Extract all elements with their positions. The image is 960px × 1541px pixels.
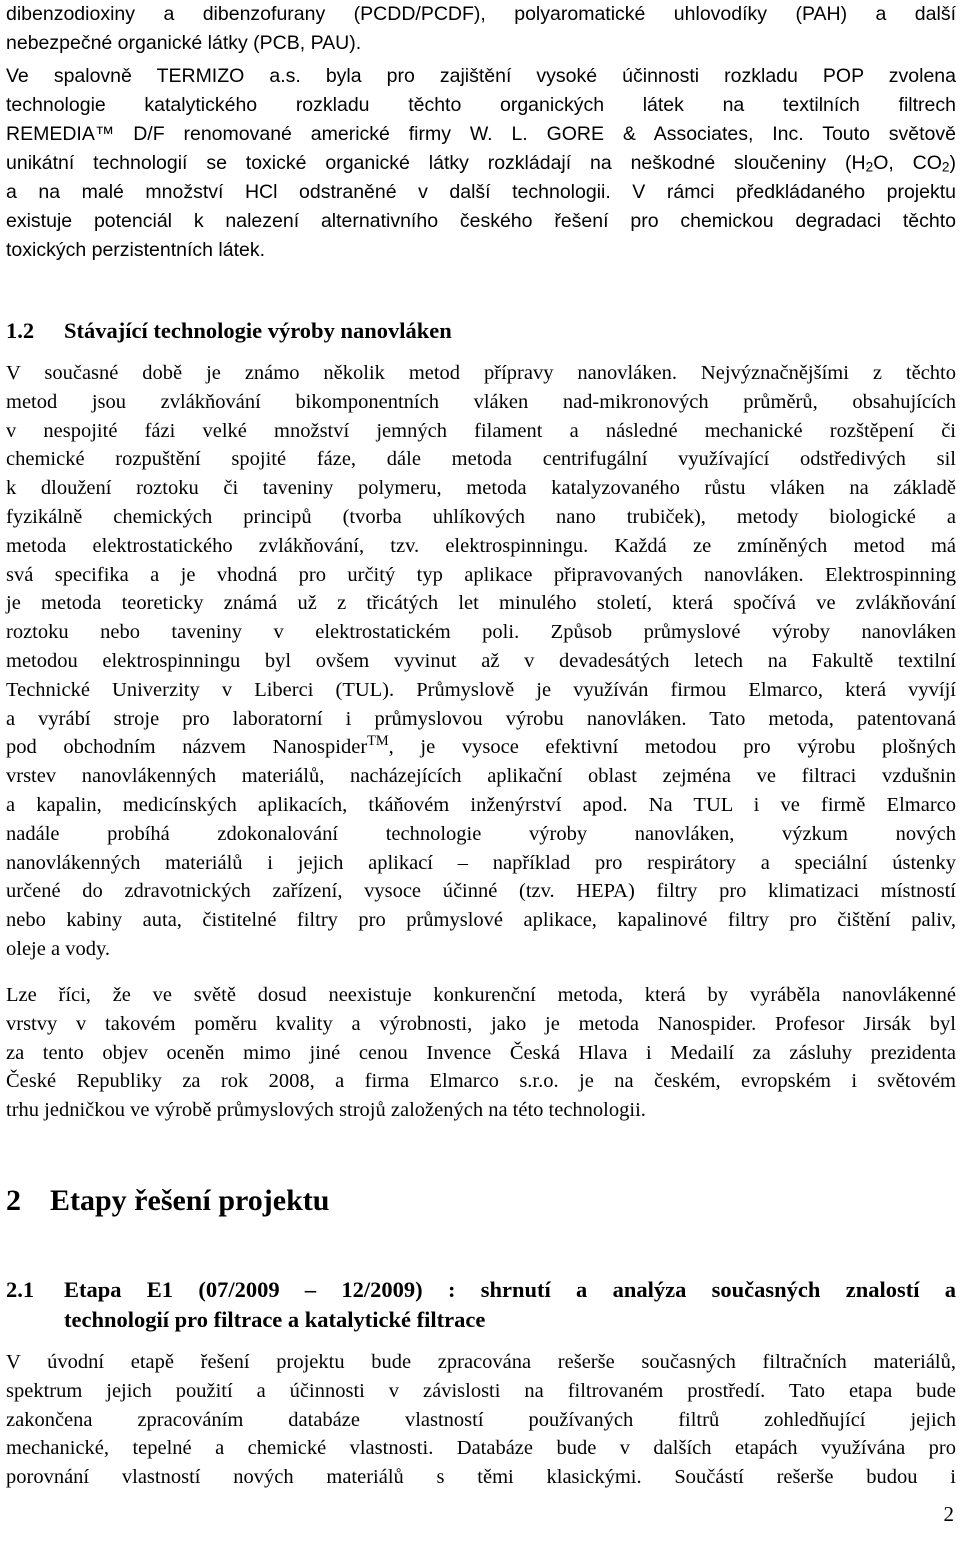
text-line: za tento objev oceněn mimo jiné cenou Invence Česká Hlava i Medailí za zásluhy prezidenta <box>6 1041 956 1064</box>
text-line: Ve spalovně TERMIZO a.s. byla pro zajištění vysoké účinnosti rozkladu POP zvolena <box>6 65 956 87</box>
text-line: je metoda teoreticky známá už z třicátých let minulého století, která spočívá ve zvlákňování <box>6 592 956 615</box>
text-segment: , je vysoce efektivní metodou pro výrobu plošných <box>388 736 957 759</box>
text-segment: unikátní technologií se toxické organické látky rozkládají na neškodné sloučeniny (H <box>6 152 866 174</box>
section-title-line1: Etapa E1 (07/2009 – 12/2009) : shrnutí a analýza současných znalostí a <box>64 1277 956 1302</box>
text-line <box>6 733 956 762</box>
text-line: existuje potenciál k nalezení alternativního českého řešení pro chemickou degradaci těchto <box>6 210 956 232</box>
text-line: v nespojité fázi velké množství jemných filament a následné mechanické rozštěpení či <box>6 419 956 442</box>
section-heading-2-1 <box>6 1275 956 1335</box>
text-line: metodou elektrospinningu byl ovšem vyvinut až v devadesátých letech na Fakultě textilní <box>6 649 956 672</box>
text-line <box>6 149 956 178</box>
section-number: 2.1 <box>6 1277 35 1302</box>
text-line: vrstvy v takovém poměru kvality a výrobnosti, jako je metoda Nanospider. Profesor Jirsák byl <box>6 1012 956 1035</box>
section-number: 2 <box>6 1184 21 1217</box>
text-line: fyzikálně chemických principů (tvorba uhlíkových nano trubiček), metody biologické a <box>6 505 956 528</box>
section-number: 1.2 <box>6 318 35 343</box>
page-number: 2 <box>943 1502 954 1526</box>
text-segment: O, CO <box>873 152 942 174</box>
section-title: Stávající technologie výroby nanovláken <box>64 318 452 343</box>
text-line: V úvodní etapě řešení projektu bude zpracována rešerše současných filtračních materiálů, <box>6 1351 956 1373</box>
heading-line <box>6 1275 956 1305</box>
text-line: REMEDIA™ D/F renomované americké firmy W. L. GORE & Associates, Inc. Touto světově <box>6 123 956 145</box>
subscript: 2 <box>941 159 950 175</box>
text-line: V současné době je známo několik metod přípravy nanovláken. Nejvýznačnějšími z těchto <box>6 362 956 384</box>
text-line: České Republiky za rok 2008, a firma Elmarco s.r.o. je na českém, evropském i světovém <box>6 1070 956 1093</box>
text-line: spektrum jejich použití a účinnosti v závislosti na filtrovaném prostředí. Tato etapa bude <box>6 1379 956 1402</box>
text-line: metod jsou zvlákňování bikomponentních vláken nad-mikronových průměrů, obsahujících <box>6 390 956 413</box>
text-line: technologie katalytického rozkladu těchto organických látek na textilních filtrech <box>6 94 956 116</box>
text-line: mechanické, tepelné a chemické vlastnosti. Databáze bude v dalších etapách využívána pro <box>6 1437 956 1460</box>
section-heading-1-2 <box>6 316 956 346</box>
text-line: určené do zdravotnických zařízení, vysoce účinné (tzv. HEPA) filtry pro klimatizaci místností <box>6 880 956 903</box>
text-line: toxických perzistentních látek. <box>6 239 266 261</box>
text-line: nebezpečné organické látky (PCB, PAU). <box>6 32 362 54</box>
text-line: a vyrábí stroje pro laboratorní i průmyslovou výrobu nanovláken. Tato metoda, patentovaná <box>6 707 956 730</box>
text-line: vrstev nanovlákenných materiálů, nacházejících aplikační oblast zejména ve filtraci vzdušnin <box>6 765 956 788</box>
text-segment: pod obchodním názvem Nanospider <box>6 736 368 759</box>
text-line: Lze říci, že ve světě dosud neexistuje konkurenční metoda, která by vyráběla nanovlákenné <box>6 984 956 1006</box>
text-segment: ) <box>949 152 956 174</box>
remedia-paragraph <box>6 62 956 265</box>
section-title: Etapy řešení projektu <box>50 1184 330 1217</box>
text-line: oleje a vody. <box>6 937 110 960</box>
text-line: nanovlákenných materiálů i jejich aplikací – například pro respirátory a speciální ústenky <box>6 851 956 874</box>
trademark-superscript: TM <box>367 733 389 750</box>
subscript: 2 <box>865 159 874 175</box>
text-line: nebo kabiny auta, čistitelné filtry pro průmyslové aplikace, kapalinové filtry pro čištění paliv, <box>6 909 956 932</box>
section-heading-2 <box>6 1183 956 1219</box>
stage-paragraph <box>6 1348 956 1492</box>
text-line: chemické rozpuštění spojité fáze, dále metoda centrifugální využívající odstředivých sil <box>6 448 956 471</box>
text-line: roztoku nebo taveniny v elektrostatickém poli. Způsob průmyslové výroby nanovláken <box>6 621 956 644</box>
text-line: zakončena zpracováním databáze vlastností používaných filtrů zohledňující jejich <box>6 1408 956 1431</box>
text-line: porovnání vlastností nových materiálů s těmi klasickými. Součástí rešerše budou i <box>6 1466 956 1489</box>
text-line: nadále probíhá zdokonalování technologie výroby nanovláken, výzkum nových <box>6 822 956 845</box>
intro-paragraph <box>6 0 956 58</box>
text-line: k dloužení roztoku či taveniny polymeru, metoda katalyzovaného růstu vláken na základě <box>6 477 956 500</box>
text-line: a na malé množství HCl odstraněné v další technologii. V rámci předkládaného projektu <box>6 181 956 203</box>
text-line: svá specifika a je vhodná pro určitý typ aplikace připravovaných nanovláken. Elektrospinning <box>6 563 956 586</box>
competition-paragraph <box>6 981 956 1125</box>
section-title-line2: technologií pro filtrace a katalytické filtrace <box>64 1307 486 1332</box>
text-line: a kapalin, medicínských aplikacích, tkáňovém inženýrství apod. Na TUL i ve firmě Elmarco <box>6 793 956 816</box>
text-line: trhu jedničkou ve výrobě průmyslových strojů založených na této technologii. <box>6 1099 646 1122</box>
text-line: dibenzodioxiny a dibenzofurany (PCDD/PCDF), polyaromatické uhlovodíky (PAH) a další <box>6 3 956 25</box>
text-line: Technické Univerzity v Liberci (TUL). Průmyslově je využíván firmou Elmarco, která vyvíjí <box>6 678 956 701</box>
text-line: metoda elektrostatického zvlákňování, tzv. elektrospinningu. Každá ze zmíněných metod má <box>6 534 956 557</box>
nanofiber-paragraph <box>6 359 956 964</box>
